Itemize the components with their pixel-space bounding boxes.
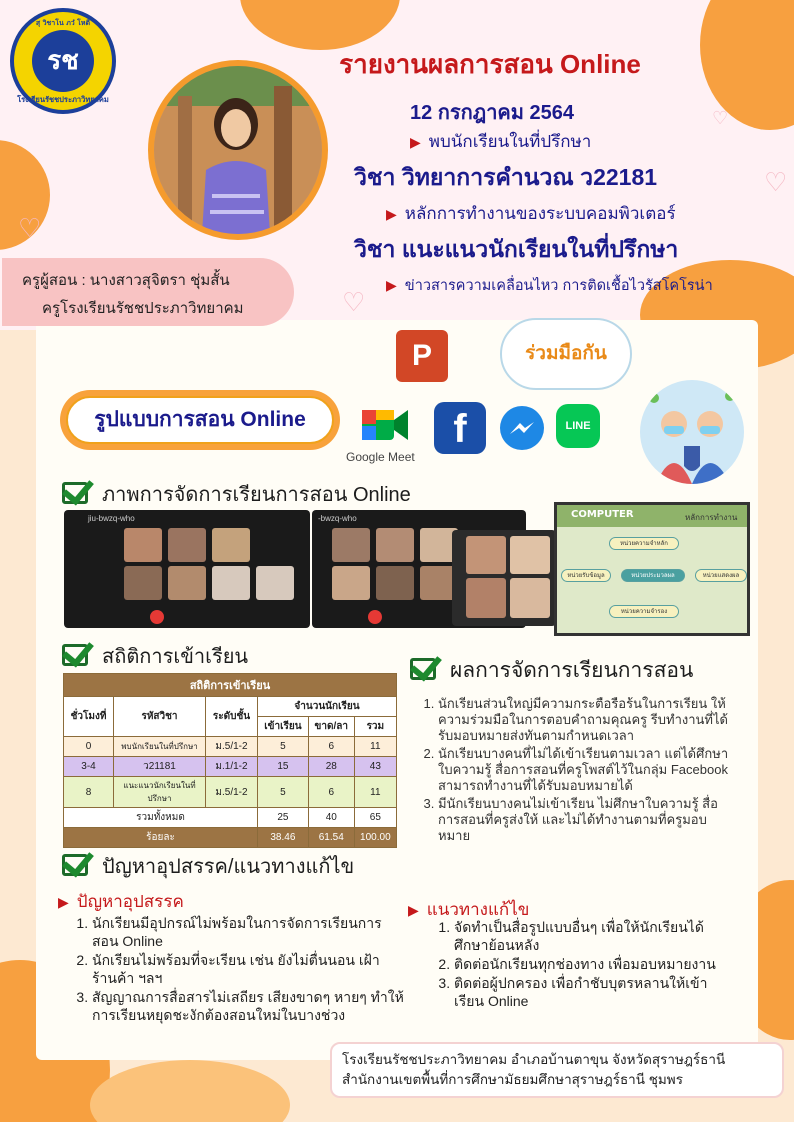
node-input: หน่วยรับข้อมูล [561, 569, 611, 582]
triangle-bullet-icon: ▶ [408, 902, 419, 918]
list-item: 1. นักเรียนมีอุปกรณ์ไม่พร้อมในการจัดการเรียนการสอน Online [92, 914, 404, 950]
col-total: รวม [354, 717, 396, 737]
page-title: รายงานผลการสอน Online [339, 49, 641, 79]
facebook-icon: f [434, 402, 486, 454]
teacher-photo [148, 60, 328, 240]
covid-news-item: ▶ ข่าวสารความเคลื่อนไหว การติดเชื้อไวรัสโคโรน่า [386, 277, 713, 294]
node-secondary-memory: หน่วยความจำรอง [609, 605, 679, 618]
line-icon: LINE [556, 404, 600, 448]
teacher-school: ครูโรงเรียนรัชชประภาวิทยาคม [42, 300, 244, 317]
list-item: 1. นักเรียนส่วนใหญ่มีความกระตือรือร้นในการเรียน ให้ความร่วมมือในการตอบคำถามคุณครู รีบทำงานที่ได้รับมอบหมายส่งทันตามกำหนดเวลา [438, 696, 732, 744]
slide-title: หลักการทำงาน [685, 513, 738, 522]
participant-tile [466, 578, 506, 618]
list-item: 3. สัญญาณการสื่อสารไม่เสถียร เสียงขาดๆ หายๆ ทำให้การเรียนหยุดชะงักต้องสอนใหม่ในบางช่วง [92, 988, 404, 1024]
col-code: รหัสวิชา [114, 697, 206, 737]
meet-code-1: jiu-bwzq-who [88, 514, 135, 523]
section-problems-heading: ปัญหาอุปสรรค/แนวทางแก้ไข [62, 850, 354, 882]
solutions-list [426, 918, 726, 1011]
report-date: 12 กรกฎาคม 2564 [410, 102, 575, 124]
meet-code-2: -bwzq-who [318, 514, 357, 523]
triangle-bullet-icon: ▶ [58, 894, 69, 910]
checkmark-icon [62, 644, 88, 666]
heart-icon: ♡ [342, 288, 366, 318]
triangle-bullet-icon: ▶ [410, 134, 421, 150]
list-item: 2. ติดต่อนักเรียนทุกช่องทาง เพื่อมอบหมายงาน [454, 955, 726, 973]
participant-tile [510, 536, 550, 574]
computer-principle-item: ▶ หลักการทำงานของระบบคอมพิวเตอร์ [386, 204, 676, 223]
participant-tile [376, 528, 414, 562]
participant-tile [376, 566, 414, 600]
participant-tile [332, 566, 370, 600]
triangle-bullet-icon: ▶ [386, 206, 397, 222]
school-logo [10, 8, 116, 114]
online-format-badge [60, 390, 340, 450]
participant-tile [168, 528, 206, 562]
col-count: จำนวนนักเรียน [258, 697, 397, 717]
list-item: 2. นักเรียนไม่พร้อมที่จะเรียน เช่น ยังไม่ตื่นนอน เฝ้าร้านค้า ฯลฯ [92, 951, 404, 987]
logo-emblem: รช [32, 30, 94, 92]
messenger-icon [500, 406, 544, 450]
participant-tile [466, 536, 506, 574]
participant-tile [124, 566, 162, 600]
google-meet-icon [360, 404, 412, 446]
meet-screenshot-3 [452, 530, 556, 626]
col-level: ระดับชั้น [206, 697, 258, 737]
participant-tile [510, 578, 550, 618]
homeroom-item: ▶ พบนักเรียนในที่ปรึกษา [410, 132, 592, 151]
participant-tile [168, 566, 206, 600]
teacher-name: ครูผู้สอน : นางสาวสุจิตรา ชุ่มสั้น [22, 272, 230, 289]
footer-line-1: โรงเรียนรัชชประภาวิทยาคม อำเภอบ้านตาขุน จังหวัดสุราษฎร์ธานี [342, 1052, 726, 1067]
table-row: 8 แนะแนวนักเรียนในที่ปรึกษา ม.5/1-2 5 6 11 [64, 777, 397, 808]
footer-line-2: สำนักงานเขตพื้นที่การศึกษามัธยมศึกษาสุราษฎร์ธานี ชุมพร [342, 1072, 683, 1087]
node-output: หน่วยแสดงผล [695, 569, 747, 582]
section-photos-heading: ภาพการจัดการเรียนการสอน Online [62, 478, 411, 510]
meet-screenshot-1 [64, 510, 310, 628]
node-main-memory: หน่วยความจำหลัก [609, 537, 679, 550]
end-call-icon [368, 610, 382, 624]
heart-icon: ♡ [18, 214, 42, 244]
logo-motto: สุ วิชาโน ภวํ โหติ [35, 19, 91, 27]
list-item: 3. ติดต่อผู้ปกครอง เพื่อกำชับบุตรหลานให้เข้าเรียน Online [454, 974, 726, 1010]
participant-tile [256, 566, 294, 600]
cooperation-cloud: ร่วมมือกัน [500, 318, 632, 390]
participant-tile [124, 528, 162, 562]
table-row: 0 พบนักเรียนในที่ปรึกษา ม.5/1-2 5 6 11 [64, 737, 397, 757]
problems-subheading: ▶ ปัญหาอุปสรรค [58, 892, 184, 911]
table-percent-row: ร้อยละ 38.46 61.54 100.00 [64, 828, 397, 848]
section-results-heading: ผลการจัดการเรียนการสอน [410, 654, 693, 687]
participant-tile [212, 566, 250, 600]
subject-guidance: วิชา แนะแนวนักเรียนในที่ปรึกษา [354, 236, 679, 262]
table-row: 3-4 ว21181 ม.1/1-2 15 28 43 [64, 757, 397, 777]
logo-school-name: โรงเรียนรัชชประภาวิทยาคม [17, 95, 109, 104]
problems-list [64, 914, 404, 1025]
footer-school-info [330, 1042, 784, 1098]
list-item: 2. นักเรียนบางคนที่ไม่ได้เข้าเรียนตามเวลา แต่ได้ศึกษาใบความรู้ สื่อการสอนที่ครูโพสต์ไว้ในกลุ่ม Facebook สามารถทำงานที่ได้รับมอบหมายได้ [438, 746, 732, 794]
slide-header: COMPUTER [557, 505, 747, 527]
attendance-table [63, 673, 397, 848]
list-item: 3. มีนักเรียนบางคนไม่เข้าเรียน ไม่ศึกษาใบความรู้ สื่อการสอนที่ครูส่งให้ และไม่ได้ทำงานตามที่ครูมอบหมาย [438, 796, 732, 844]
results-list [416, 696, 732, 846]
decor-blob [90, 1060, 290, 1122]
col-absent: ขาด/ลา [308, 717, 354, 737]
computer-lesson-slide [554, 502, 750, 636]
node-cpu: หน่วยประมวลผล [621, 569, 685, 582]
participant-tile [332, 528, 370, 562]
subject-computing: วิชา วิทยาการคำนวณ ว22181 [354, 164, 658, 190]
solutions-subheading: ▶ แนวทางแก้ไข [408, 900, 530, 919]
powerpoint-icon: P [396, 330, 448, 382]
checkmark-icon [410, 658, 436, 680]
online-format-label: รูปแบบการสอน Online [66, 396, 334, 444]
family-mask-illustration [640, 380, 744, 484]
table-caption: สถิติการเข้าเรียน [64, 674, 397, 697]
checkmark-icon [62, 482, 88, 504]
family-mask-icon [640, 380, 744, 484]
teacher-illustration [154, 66, 322, 234]
heart-icon: ♡ [712, 108, 729, 129]
section-attendance-heading: สถิติการเข้าเรียน [62, 640, 248, 672]
col-period: ชั่วโมงที่ [64, 697, 114, 737]
col-present: เข้าเรียน [258, 717, 309, 737]
triangle-bullet-icon: ▶ [386, 277, 397, 293]
list-item: 1. จัดทำเป็นสื่อรูปแบบอื่นๆ เพื่อให้นักเรียนได้ศึกษาย้อนหลัง [454, 918, 726, 954]
table-sum-row: รวมทั้งหมด 25 40 65 [64, 808, 397, 828]
end-call-icon [150, 610, 164, 624]
teacher-info [2, 258, 294, 326]
google-meet-label: Google Meet [346, 450, 415, 464]
participant-tile [212, 528, 250, 562]
checkmark-icon [62, 854, 88, 876]
heart-icon: ♡ [764, 168, 788, 198]
